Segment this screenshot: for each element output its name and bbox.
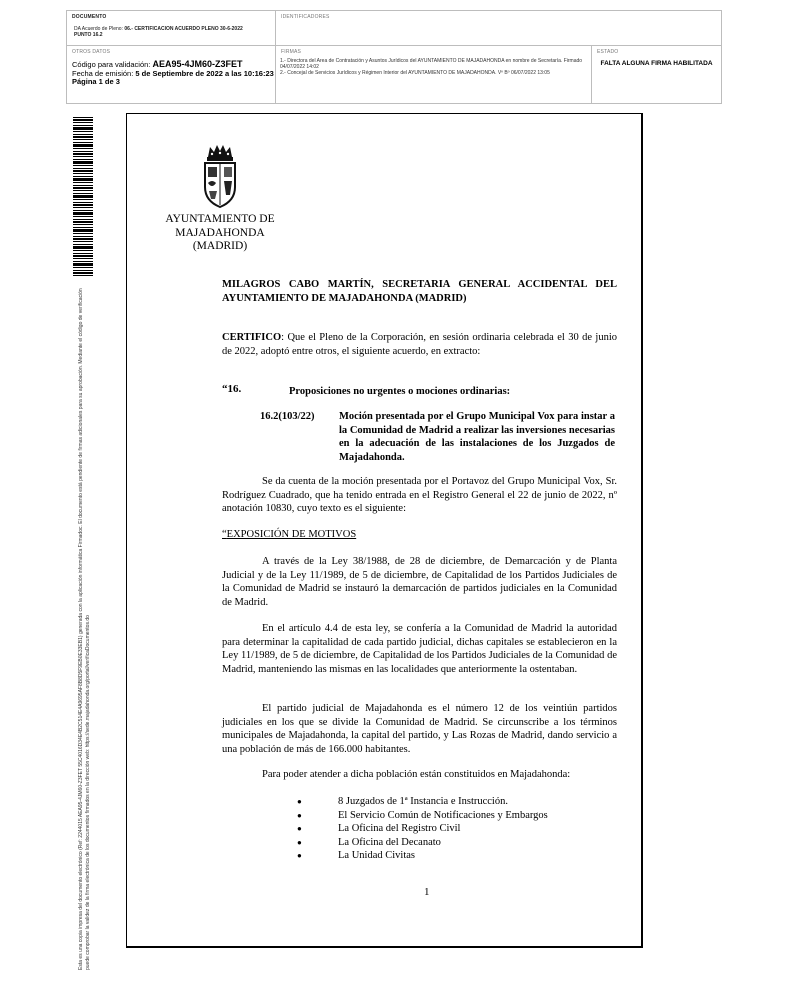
signature-header-table xyxy=(66,10,722,104)
paragraph-2: En el artículo 4.4 de esta ley, se confería a la Comunidad de Madrid la autoridad para determinar la capitalidad de cada partido judicial, dichas capitales se establecieron en la Ley 11/1989, de 5 de diciembre, de Capitalidad de los Partidos Judiciales de la Comunidad de Madrid, manteniendo las mismas en las localidades que anteriormente la ostentaban. xyxy=(222,623,617,675)
identificadores-label: IDENTIFICADORES xyxy=(281,14,330,20)
paragraph-1: A través de la Ley 38/1988, de 28 de diciembre, de Demarcación y de Planta Judicial y de la Ley 11/1989, de 5 de diciembre, de Capitalidad de los Partidos Judiciales de la Comunidad de Madrid se instauró la demarcación de partidos judiciales en la Comunidad de Madrid. xyxy=(222,556,617,608)
bullet-icon: ● xyxy=(297,810,302,820)
issue-prefix: Fecha de emisión: xyxy=(72,68,136,78)
letterhead xyxy=(160,213,280,254)
list-item-text: La Oficina del Decanato xyxy=(338,836,441,848)
letterhead-line-3: (MADRID) xyxy=(192,240,248,252)
item-16-2-number: 16.2(103/22) xyxy=(260,411,315,422)
estado-label: ESTADO xyxy=(597,49,619,55)
documento-label: DOCUMENTO xyxy=(72,14,107,20)
item-16-title: Proposiciones no urgentes o mociones ordinarias: xyxy=(289,386,511,397)
firmas-cell xyxy=(276,46,592,103)
firma-1: 1.- Directora del Area de Contratación y Asuntos Jurídicos del AYUNTAMIENTO DE MAJADAHONDA en nombre de Secretaría. Firmado 04/07/2022 14:02 xyxy=(280,58,583,71)
intro-paragraph: Se da cuenta de la moción presentada por el Portavoz del Grupo Municipal Vox, Sr. Rodríguez Cuadrado, que ha tenido entrada en el Registro General el 22 de junio de 2022, nº anotación 10830, cuyo texto es el siguiente: xyxy=(222,476,617,515)
letterhead-line-2: MAJADAHONDA xyxy=(175,226,265,239)
documento-title: 06.- CERTIFICACION ACUERDO PLENO 30-6-2022 xyxy=(124,26,243,32)
otros-datos-cell xyxy=(67,46,276,103)
firmas-list xyxy=(280,58,586,77)
paragraph-4: Para poder atender a dicha población están constituidos en Majadahonda: xyxy=(262,769,571,780)
documento-value xyxy=(74,26,243,38)
certifico-paragraph xyxy=(222,331,617,358)
item-16-number: “16. xyxy=(222,383,242,395)
issue-date: 5 de Septiembre de 2022 a las 10:16:23 xyxy=(135,68,274,78)
list-item-text: La Unidad Civitas xyxy=(338,850,415,862)
firma-2: 2.- Concejal de Servicios Jurídicos y Régimen Interior del AYUNTAMIENTO DE MAJADAHONDA. Vº Bº 06/07/2022 13:05 xyxy=(280,70,550,77)
document-heading: MILAGROS CABO MARTÍN, SECRETARIA GENERAL ACCIDENTAL DEL AYUNTAMIENTO DE MAJADAHONDA (MADRID) xyxy=(222,279,617,304)
item-16-2-title: Moción presentada por el Grupo Municipal Vox para instar a la Comunidad de Madrid a realizar las inversiones necesarias en la adecuación de las instalaciones de los Juzgados de Majadahonda. xyxy=(339,411,615,463)
paragraph-3: El partido judicial de Majadahonda es el número 12 de los veintiún partidos judiciales en los que se divide la Comunidad de Madrid. Se circunscribe a los términos municipales de Majadahonda, la capital del partido, y Las Rozas de Madrid, dando servicio a una población de más de 166.000 habitantes. xyxy=(222,703,617,755)
otros-datos-label: OTROS DATOS xyxy=(72,49,111,55)
estado-value: FALTA ALGUNA FIRMA HABILITADA xyxy=(600,60,713,67)
documento-punto: PUNTO 16.2 xyxy=(74,32,103,38)
coat-of-arms-icon xyxy=(200,143,240,209)
otros-datos-value xyxy=(72,60,274,87)
list-item-text: La Oficina del Registro Civil xyxy=(338,823,461,835)
identificadores-cell xyxy=(276,11,721,46)
validation-code[interactable]: AEA95-4JM60-Z3FET xyxy=(152,59,243,69)
bullet-icon: ● xyxy=(297,851,302,861)
validation-prefix: Código para validación: xyxy=(72,60,153,69)
certifico-label: CERTIFICO xyxy=(222,332,282,343)
certifico-text: : Que el Pleno de la Corporación, en sesión ordinaria celebrada el 30 de junio de 2022, adoptó entre otros, el siguiente acuerdo, en extracto: xyxy=(222,332,617,357)
bullet-icon: ● xyxy=(297,797,302,806)
list-item-text: El Servicio Común de Notificaciones y Embargos xyxy=(338,809,548,821)
page-number: 1 xyxy=(424,886,430,898)
exposicion-title: EXPOSICIÓN DE MOTIVOS xyxy=(226,529,357,540)
page-info: Página 1 de 3 xyxy=(72,77,120,86)
documento-cell xyxy=(67,11,276,46)
documento-prefix: DA Acuerdo de Pleno: xyxy=(74,26,125,32)
barcode-image xyxy=(73,117,93,277)
exposicion-quote: “ xyxy=(222,529,227,540)
bullet-icon: ● xyxy=(297,837,302,847)
vertical-side-note: Esta es una copia impresa del documento electrónico (Ref: 2244015 AEA95-4JM60-Z3FET 55C4016D34E4B2C514E4A9695AF8B8D5F9EB0E33EB1) generada con la aplicación informática Firmadoc. El documento está pendiente de firmas adicionales para su aprobación. Mediante el código de verificación puede comprobar la validez de la firma electrónica de los documentos firmados en la dirección web: https://sede.majadahonda.org/portal/verificaDocumentos.do xyxy=(78,288,91,970)
firmas-label: FIRMAS xyxy=(281,49,302,55)
estado-cell xyxy=(592,46,721,103)
letterhead-line-1: AYUNTAMIENTO DE xyxy=(165,213,275,225)
bullet-icon: ● xyxy=(297,824,302,834)
list-item-text: 8 Juzgados de 1ª Instancia e Instrucción. xyxy=(338,796,508,807)
exposicion-heading xyxy=(222,528,356,542)
